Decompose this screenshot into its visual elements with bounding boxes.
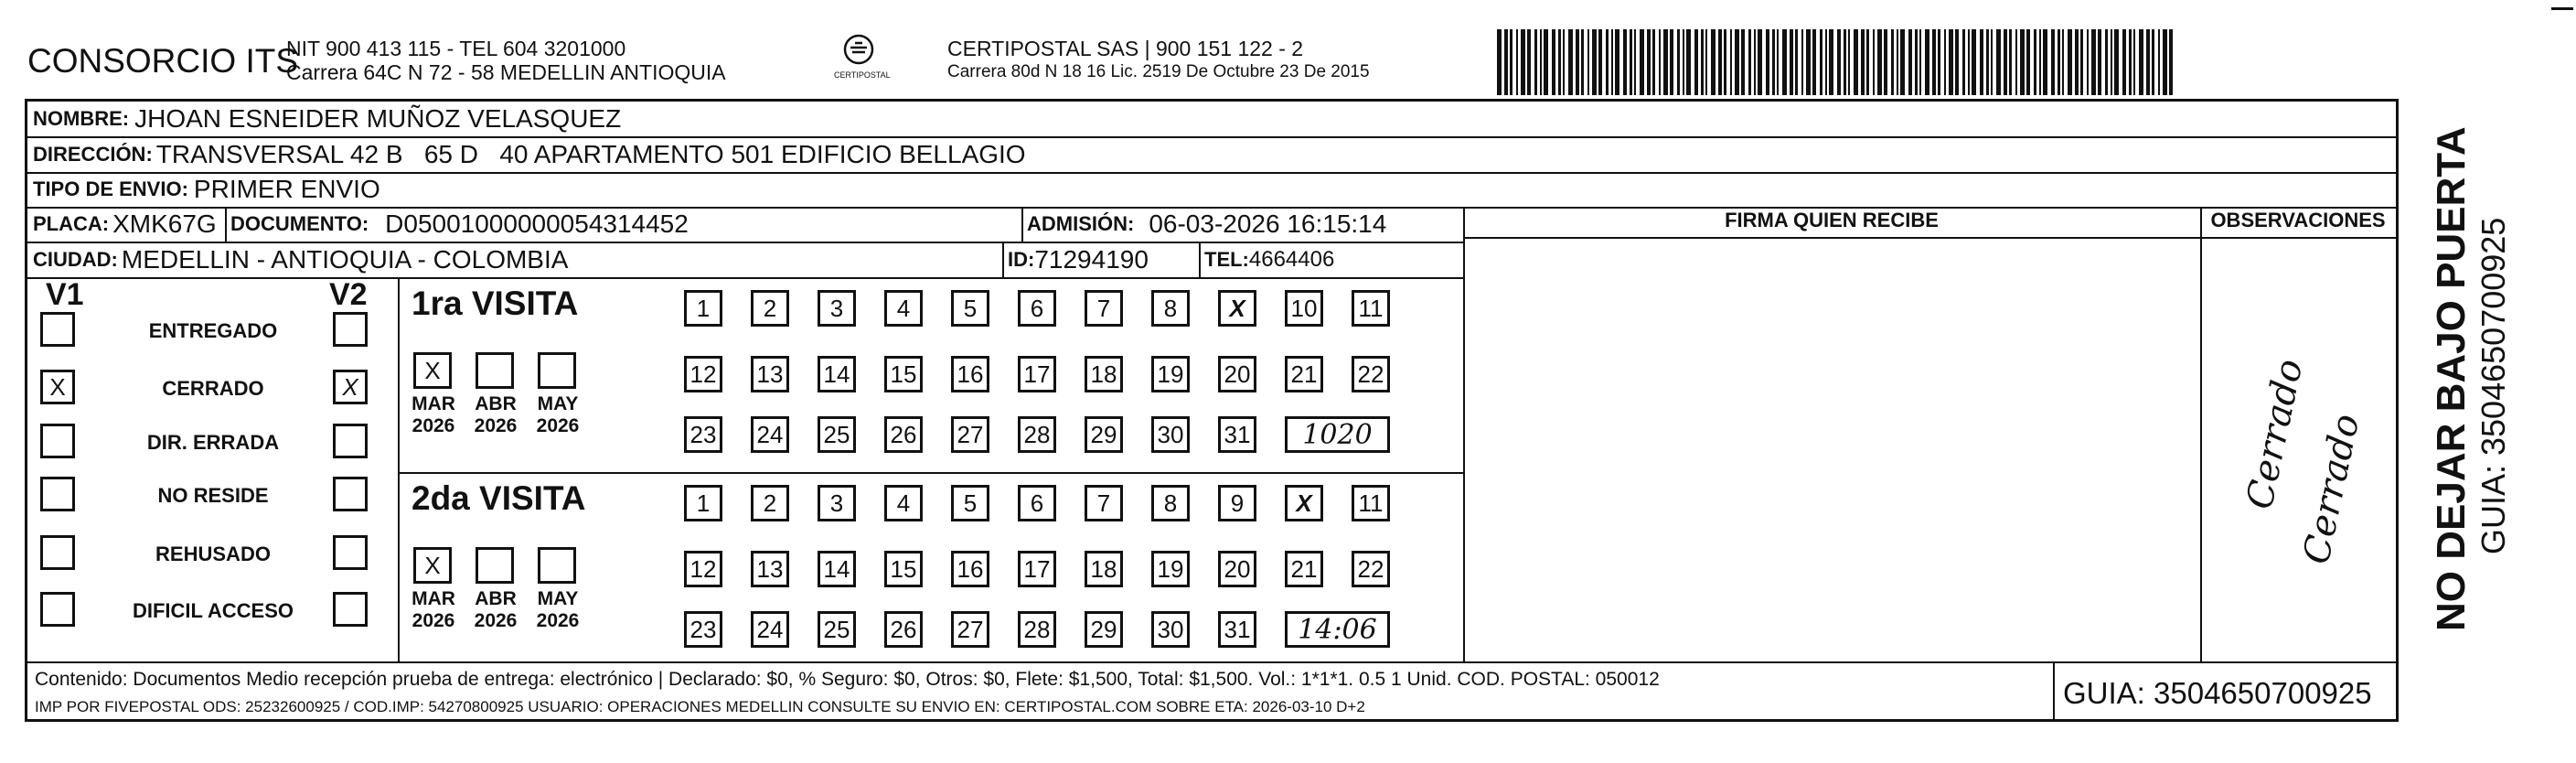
barcode-bar [2087,29,2089,95]
barcode-bar [2075,29,2079,95]
day-box[interactable]: 20 [1218,551,1256,587]
barcode-bar [1955,29,1959,95]
barcode-bar [1848,29,1850,95]
day-box[interactable]: 5 [951,485,989,521]
barcode-bar [1844,29,1846,95]
day-box[interactable]: 6 [1018,485,1056,521]
barcode-bar [1877,29,1882,95]
year-label: 2026 [474,610,518,631]
visit-time-box[interactable]: 1020 [1285,416,1390,453]
barcode-bar [2091,29,2096,95]
month-checkbox[interactable] [538,352,576,389]
barcode-bar [2158,29,2160,95]
barcode-bar [1820,29,1822,95]
barcode-bar [2009,29,2012,95]
barcode-bar [2169,29,2173,95]
barcode-bar [1521,29,1525,95]
barcode-bar [1705,29,1707,95]
barcode-bar [2139,29,2143,95]
month-label: MAR [412,588,455,609]
barcode-bar [2058,29,2060,95]
direccion-row [27,136,1026,172]
barcode-bar [1986,29,1989,95]
barcode-bar [1552,29,1555,95]
barcode-bar [2111,29,2112,95]
direccion-label: DIRECCIÓN: [33,142,153,166]
side-guia: GUIA: 3504650700925 [2474,217,2512,554]
status-option-label: REHUSADO [155,543,271,565]
barcode-bar [1766,29,1769,95]
year-label: 2026 [412,415,455,436]
observaciones-note-1: Cerrado [2239,355,2312,513]
barcode-bar [1611,29,1613,95]
day-box[interactable]: 29 [1085,416,1123,453]
day-box[interactable]: 27 [951,416,989,453]
barcode-bar [2098,29,2101,95]
footer-imp: IMP POR FIVEPOSTAL ODS: 25232600925 / COD.IMP: 54270800925 USUARIO: OPERACIONES MEDELLIN CONSULTE SU ENVIO EN: CERTIPOSTAL.COM SOBRE ETA: 2026-03-10 D+2 [35,698,1365,715]
barcode-bar [1795,29,1798,95]
nombre-value: JHOAN ESNEIDER MUÑOZ VELASQUEZ [134,104,622,133]
barcode-bar [1527,29,1531,95]
barcode-bar [1884,29,1887,95]
day-box[interactable]: 1 [684,485,722,521]
day-box[interactable]: 10 [1285,290,1323,327]
certipostal-logo-icon [842,33,875,66]
day-box[interactable]: 3 [818,485,856,521]
tel-value: 4664406 [1248,246,1335,272]
v2-checkbox[interactable] [333,424,368,458]
barcode-bar [1754,29,1756,95]
barcode-bar [1806,29,1811,95]
status-option-label: CERRADO [162,377,264,400]
barcode-bar [1640,29,1644,95]
day-box[interactable]: 23 [684,611,722,648]
day-box[interactable]: 18 [1085,356,1123,392]
barcode-bar [1980,29,1983,95]
barcode-bar [1801,29,1803,95]
day-box[interactable]: 15 [884,356,923,392]
day-box[interactable]: 31 [1218,611,1256,648]
barcode-bar [1544,29,1548,95]
month-checkbox[interactable] [476,547,514,584]
barcode-bar [1623,29,1627,95]
barcode-bar [1758,29,1762,95]
barcode-bar [1991,29,1993,95]
day-box[interactable]: 22 [1352,551,1390,587]
barcode-bar [1962,29,1965,95]
certipostal-address: Carrera 80d N 18 16 Lic. 2519 De Octubre 23 De 2015 [947,62,1370,81]
placa-value: XMK67G [112,210,217,238]
ciudad-row [27,242,568,277]
observaciones-note-2: Cerrado [2295,410,2368,568]
day-box[interactable]: 22 [1352,356,1390,392]
day-box[interactable]: 6 [1018,290,1056,327]
v2-checkbox[interactable] [333,535,368,570]
month-label: MAR [412,393,455,414]
day-box[interactable]: 9 [1218,485,1256,521]
status-option-label: ENTREGADO [148,319,278,342]
barcode-bar [1659,29,1661,95]
ciudad-label: CIUDAD: [33,247,118,271]
v2-checkbox[interactable] [333,592,368,627]
visit-title: 2da VISITA [412,479,586,517]
day-box[interactable]: 24 [751,416,789,453]
barcode-bar [2129,29,2132,95]
status-option-label: DIFICIL ACCESO [132,599,294,622]
direccion-value: TRANSVERSAL 42 B 65 D 40 APARTAMENTO 501 EDIFICIO BELLAGIO [155,139,1026,168]
observaciones-header: OBSERVACIONES [2210,209,2386,231]
month-label: ABR [475,588,517,609]
day-box[interactable]: 15 [884,551,923,587]
barcode-bar [1497,29,1502,95]
barcode-bar [2122,29,2126,95]
month-label: MAY [537,588,579,609]
barcode-bar [1919,29,1921,95]
year-label: 2026 [412,610,455,631]
barcode-bar [1581,29,1584,95]
barcode-bar [1558,29,1561,95]
barcode-bar [1587,29,1589,95]
barcode-bar [1837,29,1841,95]
id-value: 71294190 [1034,244,1149,274]
day-box[interactable]: 11 [1352,485,1390,521]
day-box[interactable]: 13 [751,356,789,392]
barcode-bar [1711,29,1716,95]
day-box[interactable]: 1 [684,290,722,327]
status-option-label: NO RESIDE [157,484,269,507]
firma-header: FIRMA QUIEN RECIBE [1725,209,1939,231]
barcode-bar [1829,29,1833,95]
barcode-bar [1634,29,1636,95]
barcode-bar [2026,29,2030,95]
barcode-bar [1663,29,1668,95]
nit-line: NIT 900 413 115 - TEL 604 3201000 [286,37,626,60]
certipostal-logo [834,33,891,80]
barcode-bar [1866,29,1869,95]
barcode-bar [1854,29,1858,95]
barcode-bar [1861,29,1865,95]
barcode-bar [1576,29,1579,95]
barcode-bar [1949,29,1953,95]
v1-checkbox[interactable]: X [40,370,75,404]
barcode-bar [1670,29,1673,95]
day-box[interactable]: X [1218,290,1256,327]
barcode-bar [1891,29,1894,95]
day-box[interactable]: 14 [818,356,856,392]
day-box[interactable]: 13 [751,551,789,587]
v2-header: V2 [329,277,368,312]
day-box[interactable]: 24 [751,611,789,648]
barcode-bar [2015,29,2017,95]
day-box[interactable]: 16 [951,356,989,392]
v2-checkbox[interactable]: X [333,370,368,404]
day-box[interactable]: 26 [884,416,923,453]
barcode-bar [1568,29,1573,95]
barcode-bar [2152,29,2154,95]
admision-cell [1021,207,1386,242]
visit-title: 1ra VISITA [412,285,579,322]
footer-guia: GUIA: 3504650700925 [2063,676,2372,710]
visit-time-box[interactable]: 14:06 [1285,611,1390,648]
barcode-bar [1630,29,1632,95]
barcode-bar [1683,29,1684,95]
barcode-bar [1540,29,1542,95]
barcode-bar [1825,29,1827,95]
barcode-bar [2051,29,2055,95]
day-box[interactable]: 12 [684,551,722,587]
barcode-bar [1772,29,1775,95]
id-cell [1002,242,1149,277]
day-box[interactable]: 20 [1218,356,1256,392]
day-box[interactable]: 8 [1151,485,1190,521]
admision-label: ADMISIÓN: [1027,212,1135,235]
barcode-bar [1652,29,1655,95]
barcode-bar [1510,29,1512,95]
id-label: ID: [1008,247,1035,271]
day-box[interactable]: 11 [1352,290,1390,327]
barcode-bar [1968,29,1970,95]
v1-checkbox[interactable] [40,477,75,511]
v1-checkbox[interactable] [40,592,75,627]
year-label: 2026 [536,610,580,631]
day-box[interactable]: 31 [1218,416,1256,453]
barcode-bar [1592,29,1597,95]
month-checkbox[interactable] [476,352,514,389]
documento-cell [225,207,689,242]
day-box[interactable]: 17 [1018,356,1056,392]
tel-label: TEL: [1204,247,1249,271]
documento-label: DOCUMENTO: [230,212,369,235]
barcode-bar [1996,29,2001,95]
barcode-bar [1563,29,1565,95]
tipo-envio-value: PRIMER ENVIO [193,175,380,203]
barcode-bar [1972,29,1976,95]
barcode-bar [2068,29,2072,95]
barcode-bar [1748,29,1751,95]
barcode-bar [2020,29,2025,95]
month-checkbox[interactable]: X [413,352,452,389]
barcode-bar [1932,29,1936,95]
barcode-bar [2114,29,2119,95]
status-option-label: DIR. ERRADA [146,431,280,454]
v1-checkbox[interactable] [40,312,75,347]
barcode-bar [2034,29,2036,95]
barcode-bar [1908,29,1912,95]
day-box[interactable]: 16 [951,551,989,587]
documento-value: D05001000000054314452 [385,210,689,238]
barcode-bar [1777,29,1779,95]
day-box[interactable]: 4 [884,290,923,327]
day-box[interactable]: 4 [884,485,923,521]
v1-checkbox[interactable] [40,424,75,458]
admision-value: 06-03-2026 16:15:14 [1149,210,1387,238]
barcode-bar [2080,29,2083,95]
v1-checkbox[interactable] [40,535,75,570]
month-label: MAY [537,393,579,414]
day-box[interactable]: X [1285,485,1323,521]
day-box[interactable]: 7 [1085,485,1123,521]
company-name: CONSORCIO ITS [27,42,299,80]
barcode-bar [2039,29,2041,95]
placa-label: PLACA: [33,212,110,235]
barcode-bar [1718,29,1722,95]
barcode-bar [2163,29,2167,95]
barcode-bar [2133,29,2135,95]
day-box[interactable]: 27 [951,611,989,648]
barcode-bar [1897,29,1898,95]
barcode-bar [1686,29,1691,95]
barcode-bar [1873,29,1875,95]
v2-checkbox[interactable] [333,312,368,347]
day-box[interactable]: 29 [1085,611,1123,648]
side-warning: NO DEJAR BAJO PUERTA [2429,126,2474,631]
barcode-bar [1730,29,1732,95]
year-label: 2026 [474,415,518,436]
day-box[interactable]: 2 [751,290,789,327]
nombre-row [27,102,621,136]
tipo-envio-row [27,172,380,207]
barcode-bar [2146,29,2150,95]
top-right-dash [2551,7,2573,10]
month-checkbox[interactable] [538,547,576,584]
barcode-bar [1598,29,1602,95]
barcode-bar [1694,29,1698,95]
delivery-form [25,99,2399,722]
day-box[interactable]: 12 [684,356,722,392]
barcode-bar [2043,29,2047,95]
barcode-bar [1677,29,1680,95]
ciudad-value: MEDELLIN - ANTIOQUIA - COLOMBIA [121,244,569,274]
day-box[interactable]: 2 [751,485,789,521]
day-box[interactable]: 7 [1085,290,1123,327]
month-label: ABR [475,393,517,414]
v2-checkbox[interactable] [333,477,368,511]
day-box[interactable]: 18 [1085,551,1123,587]
tipo-envio-label: TIPO DE ENVIO: [33,177,188,200]
barcode-bar [1534,29,1537,95]
day-box[interactable]: 3 [818,290,856,327]
address-line: Carrera 64C N 72 - 58 MEDELLIN ANTIOQUIA [286,60,726,84]
day-box[interactable]: 19 [1151,356,1190,392]
barcode-bar [1915,29,1918,95]
barcode-bar [1516,29,1518,95]
day-box[interactable]: 23 [684,416,722,453]
barcode-bar [1944,29,1946,95]
barcode-bar [1504,29,1508,95]
barcode [1497,29,2178,95]
barcode-bar [1735,29,1739,95]
barcode-bar [1724,29,1726,95]
day-box[interactable]: 30 [1151,416,1190,453]
barcode-bar [1606,29,1609,95]
barcode-bar [1741,29,1745,95]
barcode-bar [2105,29,2108,95]
barcode-bar [1925,29,1929,95]
day-box[interactable]: 19 [1151,551,1190,587]
footer-contenido: Contenido: Documentos Medio recepción prueba de entrega: electrónico | Declarado: $0, % Seguro: $0, Otros: $0, Flete: $1,500, Total: $1,500. Vol.: 1*1*1. 0.5 1 Unid. COD. POSTAL: 050012 [35,669,1660,690]
barcode-bar [1701,29,1704,95]
barcode-bar [1647,29,1651,95]
barcode-bar [1615,29,1619,95]
day-box[interactable]: 30 [1151,611,1190,648]
v1-header: V1 [46,277,84,312]
day-box[interactable]: 25 [818,416,856,453]
day-box[interactable]: 28 [1018,416,1056,453]
barcode-bar [1790,29,1793,95]
barcode-bar [2062,29,2064,95]
barcode-bar [1782,29,1787,95]
tel-cell [1199,242,1334,277]
day-box[interactable]: 21 [1285,551,1323,587]
barcode-bar [1812,29,1816,95]
day-box[interactable]: 28 [1018,611,1056,648]
placa-row [27,207,217,242]
day-box[interactable]: 14 [818,551,856,587]
year-label: 2026 [536,415,580,436]
barcode-bar [2004,29,2007,95]
barcode-bar [1938,29,1940,95]
day-box[interactable]: 5 [951,290,989,327]
day-box[interactable]: 26 [884,611,923,648]
day-box[interactable]: 25 [818,611,856,648]
nombre-label: NOMBRE: [33,107,130,130]
certipostal-line: CERTIPOSTAL SAS | 900 151 122 - 2 [947,37,1304,60]
day-box[interactable]: 17 [1018,551,1056,587]
month-checkbox[interactable]: X [413,547,452,584]
day-box[interactable]: 8 [1151,290,1190,327]
day-box[interactable]: 21 [1285,356,1323,392]
barcode-bar [1900,29,1905,95]
logo-caption: CERTIPOSTAL [834,70,891,80]
